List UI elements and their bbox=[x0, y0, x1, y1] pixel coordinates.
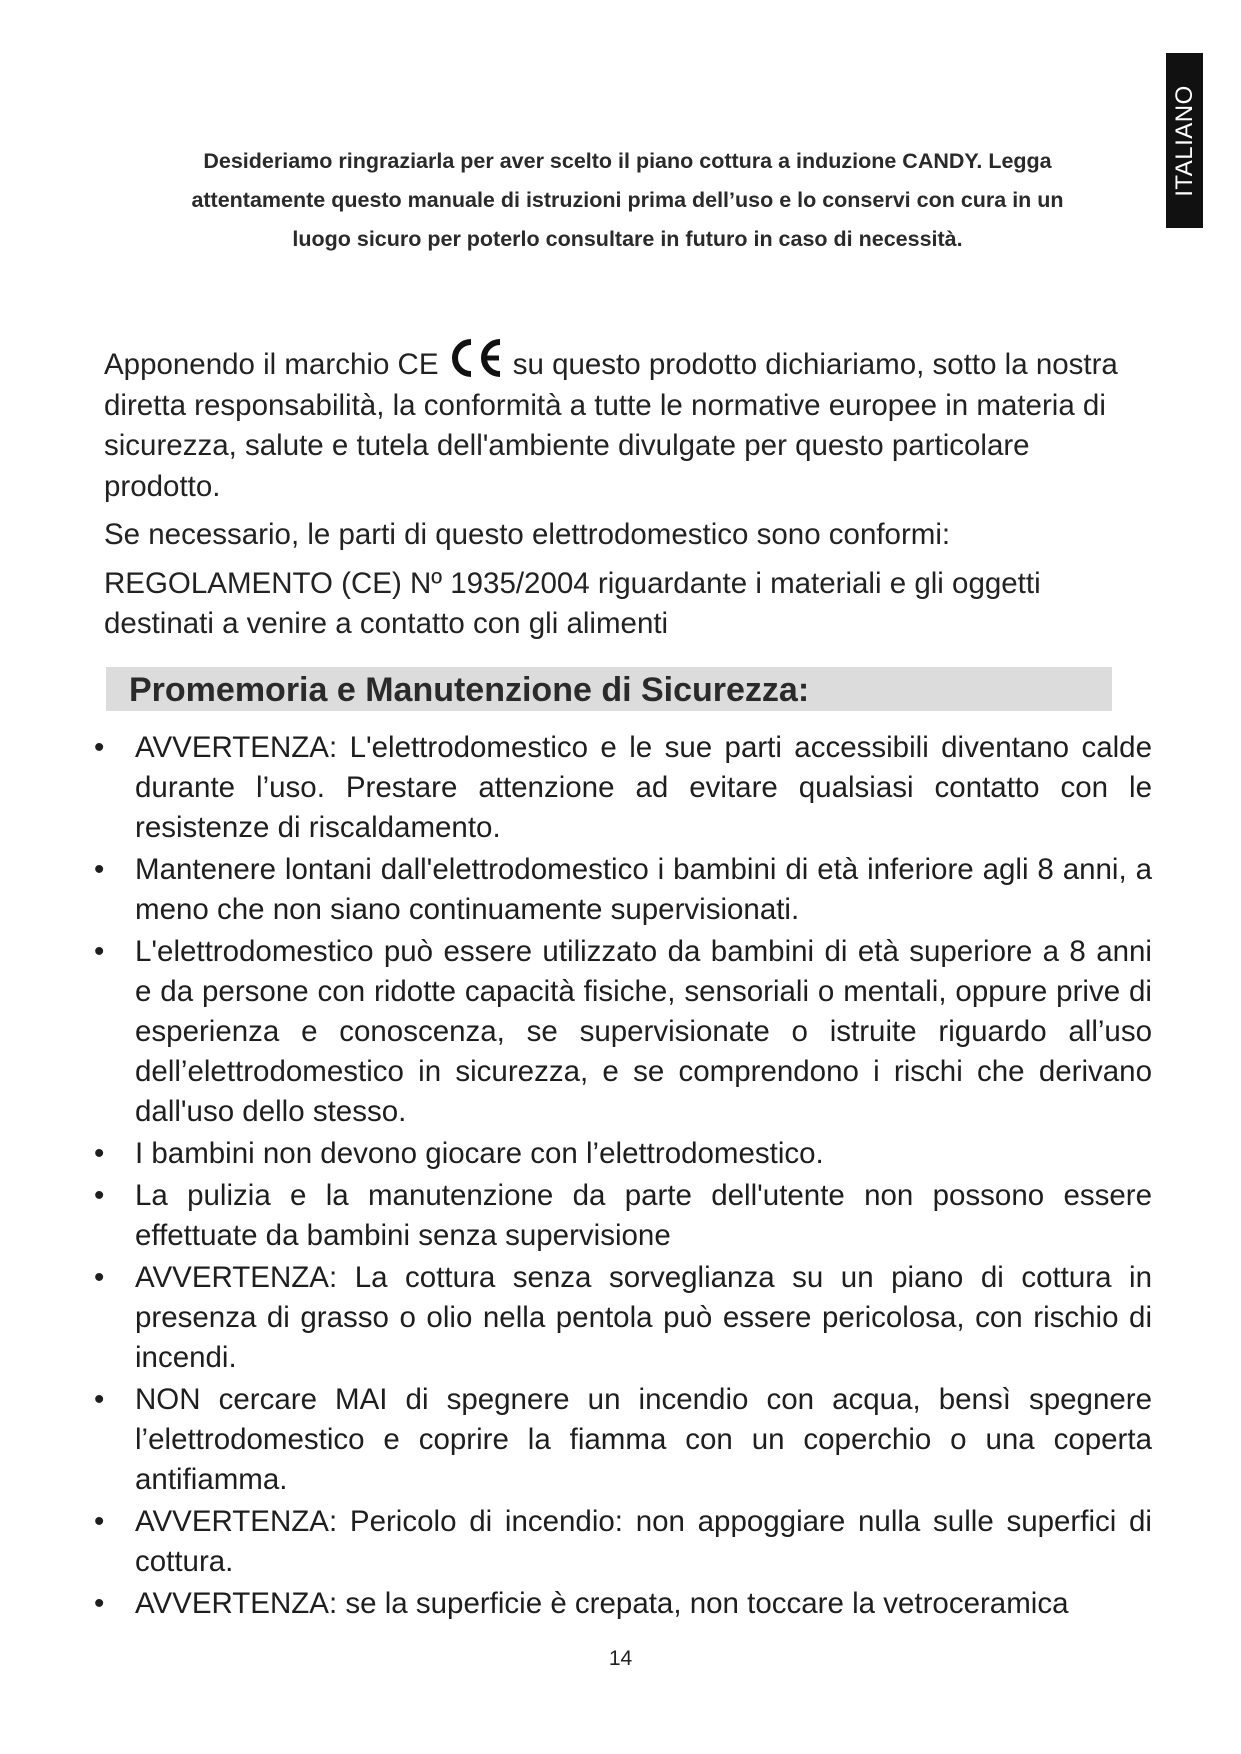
safety-item-text: Mantenere lontani dall'elettrodomestico i bambini di età inferiore agli 8 anni, a meno che non siano continuamente supervisionati. bbox=[135, 853, 1152, 926]
safety-list bbox=[88, 728, 1152, 1626]
ce-mark-icon bbox=[447, 338, 505, 378]
section-title: Promemoria e Manutenzione di Sicurezza: bbox=[129, 671, 810, 709]
bullet-icon: • bbox=[94, 1505, 105, 1538]
bullet-icon: • bbox=[94, 1179, 105, 1212]
ce-text-before-mark: Apponendo il marchio CE bbox=[104, 348, 439, 381]
safety-item-text: NON cercare MAI di spegnere un incendio con acqua, bensì spegnere l’elettrodomestico e coprire la fiamma con un coperchio o una coperta antifiamma. bbox=[135, 1383, 1152, 1496]
ce-compliance-intro: Se necessario, le parti di questo elettrodomestico sono conformi: bbox=[104, 518, 951, 551]
bullet-icon: • bbox=[94, 1137, 105, 1170]
safety-item bbox=[88, 1502, 1152, 1582]
page-number: 14 bbox=[608, 1647, 633, 1670]
safety-item-text: L'elettrodomestico può essere utilizzato da bambini di età superiore a 8 anni e da persone con ridotte capacità fisiche, sensoriali o mentali, oppure prive di esperienza e conoscenza, se supervisionate o istruite riguardo all’uso dell’elettrodomestico in sicurezza, e se comprendono i rischi che derivano dall'uso dello stesso. bbox=[135, 935, 1152, 1128]
intro-line: attentamente questo manuale di istruzioni prima dell’uso e lo conservi con cura in un bbox=[191, 188, 1064, 212]
safety-item bbox=[88, 1380, 1152, 1500]
safety-item bbox=[88, 1258, 1152, 1378]
safety-item-text: AVVERTENZA: La cottura senza sorveglianza su un piano di cottura in presenza di grasso o olio nella pentola può essere pericolosa, con rischio di incendi. bbox=[135, 1261, 1152, 1374]
safety-item-text: AVVERTENZA: Pericolo di incendio: non appoggiare nulla sulle superfici di cottura. bbox=[135, 1505, 1152, 1578]
safety-item bbox=[88, 728, 1152, 848]
safety-item-text: AVVERTENZA: L'elettrodomestico e le sue parti accessibili diventano calde durante l’uso. Prestare attenzione ad evitare qualsiasi contatto con le resistenze di riscaldamento. bbox=[135, 731, 1152, 844]
ce-text-after-mark: su questo prodotto dichiariamo, sotto la nostra diretta responsabilità, la conformità a tutte le normative europee in materia di sicurezza, salute e tutela dell'ambiente divulgate per questo particolare prodotto. bbox=[104, 348, 1118, 503]
language-tab bbox=[1166, 53, 1203, 228]
ce-regulation: REGOLAMENTO (CE) Nº 1935/2004 riguardante i materiali e gli oggetti destinati a venire a contatto con gli alimenti bbox=[104, 566, 1041, 640]
safety-item-text: I bambini non devono giocare con l’elettrodomestico. bbox=[135, 1137, 824, 1170]
ce-paragraph bbox=[104, 338, 1144, 507]
safety-item bbox=[88, 1134, 1152, 1174]
safety-item-text: AVVERTENZA: se la superficie è crepata, non toccare la vetroceramica bbox=[135, 1587, 1069, 1620]
bullet-icon: • bbox=[94, 1383, 105, 1416]
safety-item bbox=[88, 1584, 1152, 1624]
bullet-icon: • bbox=[94, 1261, 105, 1294]
ce-declaration bbox=[104, 338, 1144, 653]
intro-line: Desideriamo ringraziarla per aver scelto il piano cottura a induzione CANDY. Legga bbox=[203, 149, 1052, 173]
intro-line: luogo sicuro per poterlo consultare in futuro in caso di necessità. bbox=[292, 227, 963, 251]
bullet-icon: • bbox=[94, 853, 105, 886]
bullet-icon: • bbox=[94, 935, 105, 968]
safety-item bbox=[88, 850, 1152, 930]
bullet-icon: • bbox=[94, 731, 105, 764]
language-tab-label: ITALIANO bbox=[1170, 84, 1198, 197]
bullet-icon: • bbox=[94, 1587, 105, 1620]
section-heading bbox=[106, 667, 1112, 711]
intro-paragraph bbox=[160, 142, 1095, 259]
safety-item bbox=[88, 1176, 1152, 1256]
safety-item bbox=[88, 932, 1152, 1132]
safety-item-text: La pulizia e la manutenzione da parte dell'utente non possono essere effettuate da bambini senza supervisione bbox=[135, 1179, 1152, 1252]
